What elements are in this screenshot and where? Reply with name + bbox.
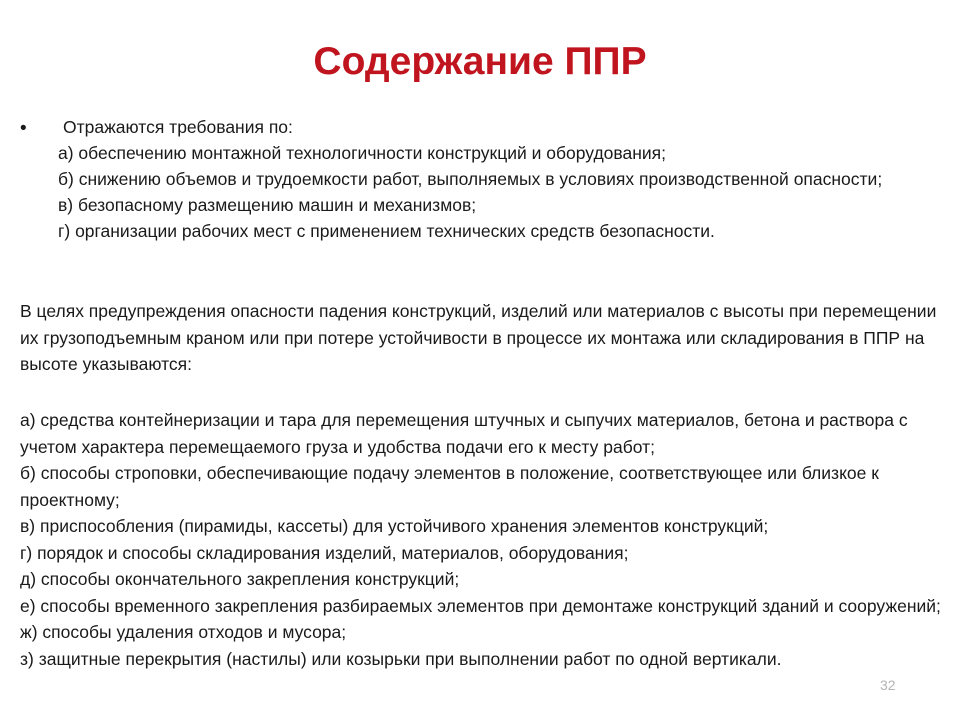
bullet-dot-icon: • (20, 118, 27, 139)
list-item: г) порядок и способы складирования изделий, материалов, оборудования; (20, 542, 629, 563)
list-item: в) безопасному размещению машин и механизмов; (58, 195, 477, 215)
list-item: е) способы временного закрепления разбираемых элементов при демонтаже конструкций зданий и сооружений; (20, 595, 941, 616)
list-item: б) снижению объемов и трудоемкости работ, выполняемых в условиях производственной опасности; (58, 169, 883, 189)
list-item: ж) способы удаления отходов и мусора; (20, 622, 347, 642)
measures-list (20, 407, 945, 672)
list-item: в) приспособления (пирамиды, кассеты) для устойчивого хранения элементов конструкций; (20, 516, 769, 536)
requirements-list (58, 140, 898, 244)
list-item: д) способы окончательного закрепления конструкций; (20, 569, 460, 589)
list-item: г) организации рабочих мест с применением технических средств безопасности. (58, 221, 715, 241)
list-item: а) средства контейнеризации и тара для перемещения штучных и сыпучих материалов, бетона и раствора с учетом характера перемещаемого груза и удобства подачи его к месту работ; (20, 410, 908, 457)
slide-title: Содержание ППР (313, 40, 647, 83)
list-item: з) защитные перекрытия (настилы) или козырьки при выполнении работ по одной вертикали. (20, 648, 782, 669)
list-item: б) способы строповки, обеспечивающие подачу элементов в положение, соответствующее или близкое к проектному; (20, 463, 879, 510)
list-item: а) обеспечению монтажной технологичности конструкций и оборудования; (58, 143, 667, 163)
intro-paragraph: В целях предупреждения опасности падения конструкций, изделий или материалов с высоты при перемещении их грузоподъемным краном или при потере устойчивости в процессе их монтажа или складирования в ППР на высоте указываются: (20, 301, 937, 374)
bullet-lead-text: Отражаются требования по: (63, 117, 293, 137)
page-number: 32 (880, 677, 896, 693)
